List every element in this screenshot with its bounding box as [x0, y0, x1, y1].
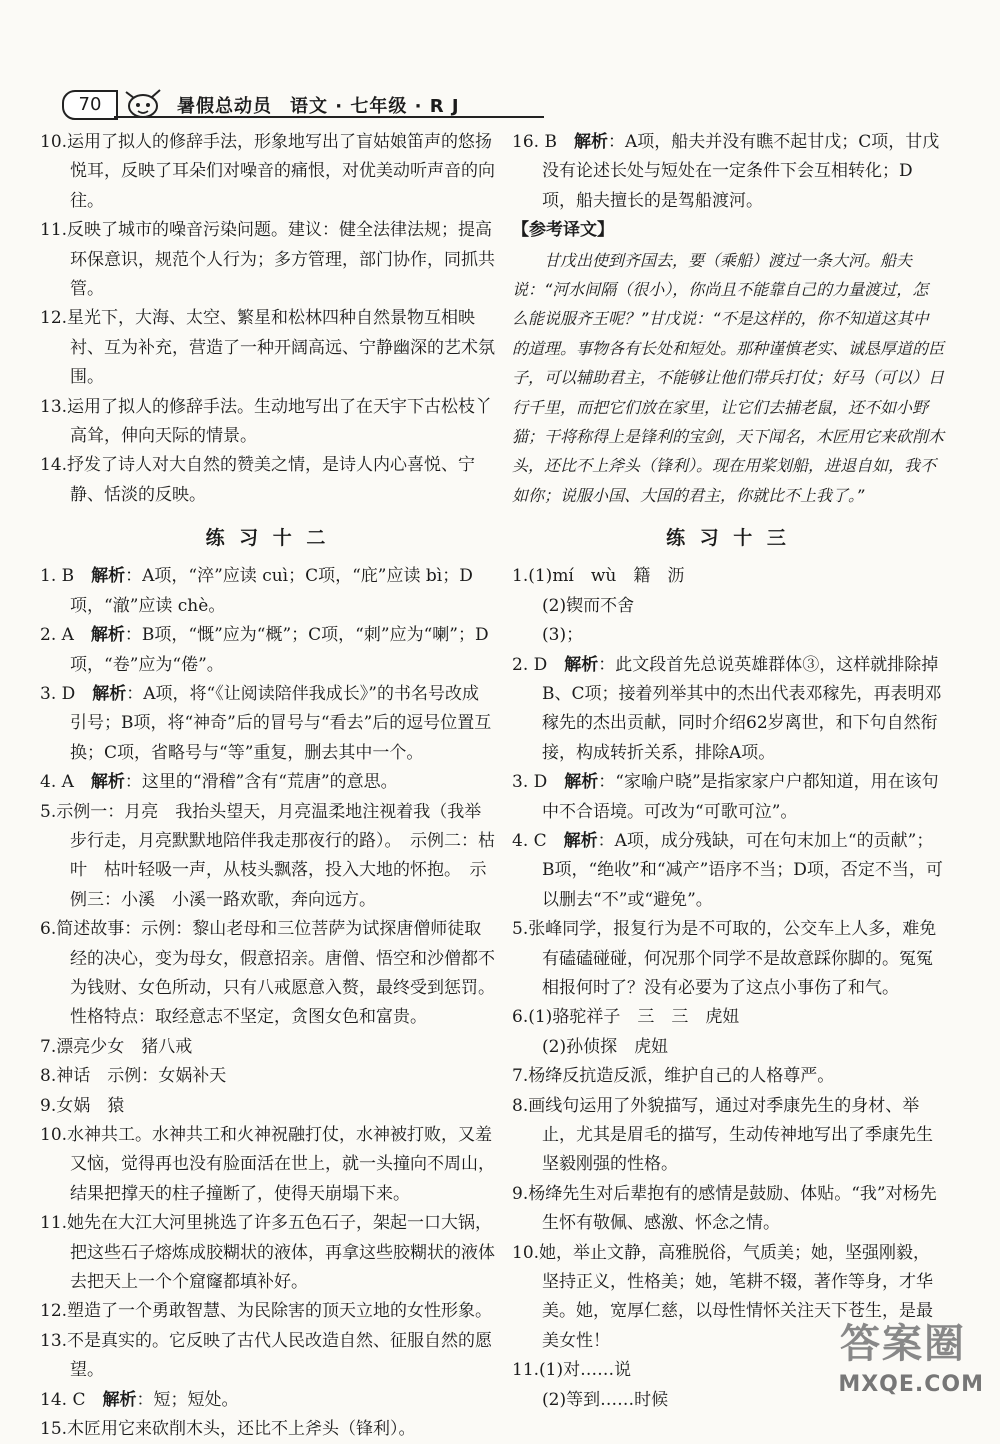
translation-text: 甘戊出使到齐国去，要（乘船）渡过一条大河。船夫说：“河水间隔（很小），你尚且不能靠自己的力量渡过，怎么能说服齐王呢？”甘戊说：“不是这样的，你不知道这其中的道理。事物各有长处和短处。那种谨慎老实、诚恳厚道的臣子，可以辅助君主，不能够让他们带兵打仗；好马（可以）日行千里，而把它们放在家里，让它们去捕老鼠，还不如小野猫；干将称得上是锋利的宝剑，天下闻名，木匠用它来砍削木头，还比不上斧头（锋利）。现在用桨划船，进退自如，我不如你；说服小国、大国的君主，你就比不上我了。” — [512, 250, 945, 505]
answer-item — [40, 128, 495, 216]
item-number: 13. — [40, 1330, 68, 1351]
section-title: 练 习 十 二 — [205, 527, 330, 550]
item-number: 4. — [512, 830, 529, 851]
header-rule — [114, 116, 544, 118]
item-text: 女娲 猿 — [56, 1095, 125, 1116]
item-number: 12. — [40, 1301, 68, 1322]
item-text: 塑造了一个勇敢智慧、为民除害的顶天立地的女性形象。 — [67, 1301, 493, 1322]
answer-subline: (2)孙侦探 虎妞 — [542, 1036, 669, 1057]
answer-item — [40, 1415, 495, 1444]
answer-item — [40, 798, 495, 916]
item-text: 水神共工。水神共工和火神祝融打仗，水神被打败，又羞又恼，觉得再也没有脸面活在世上，就一头撞向不周山，结果把撑天的柱子撞断了，使得天崩塌下来。 — [67, 1125, 495, 1204]
item-text: ：短；短处。 — [136, 1389, 239, 1410]
item-text: ：“家喻户晓”是指家家户户都知道，用在该句中不合语境。可改为“可歌可泣”。 — [542, 772, 939, 822]
answer-item — [512, 1092, 944, 1180]
item-number: 4. — [40, 772, 57, 793]
item-number: 10. — [40, 132, 68, 152]
item-text: 杨绛反抗造反派，维护自己的人格尊严。 — [528, 1066, 835, 1087]
item-text: (1)对……说 — [539, 1360, 632, 1381]
answer-choice: A — [56, 625, 91, 646]
answer-item — [40, 1121, 495, 1209]
answer-choice: C — [67, 1389, 103, 1410]
left-column — [40, 128, 495, 1444]
analysis-label: 解析 — [90, 772, 125, 793]
subject-title: 语文 · 七年级 · R J — [290, 96, 460, 117]
item-number: 12. — [40, 308, 68, 329]
item-number: 8. — [40, 1066, 57, 1087]
item-number: 11. — [512, 1360, 540, 1381]
item-number: 5. — [40, 801, 57, 822]
answer-item — [40, 768, 495, 797]
item-text: 杨绛先生对后辈抱有的感情是鼓励、体贴。“我”对杨先生怀有敬佩、感激、怀念之情。 — [528, 1183, 937, 1234]
answer-item — [512, 128, 944, 216]
answer-item — [40, 1386, 495, 1415]
item-text: 不是真实的。它反映了古代人民改造自然、征服自然的愿望。 — [67, 1330, 493, 1381]
item-text: 简述故事：示例：黎山老母和三位菩萨为试探唐僧师徒取经的决心，变为母女，假意招亲。唐僧、悟空和沙僧都不为钱财、女色所动，只有八戒愿意入赘，最终受到惩罚。 — [56, 919, 495, 998]
item-text: 抒发了诗人对大自然的赞美之情，是诗人内心喜悦、宁静、恬淡的反映。 — [67, 455, 476, 505]
analysis-label: 解析 — [92, 683, 127, 704]
item-number: 7. — [40, 1036, 57, 1057]
item-text: 反映了城市的噪音污染问题。建议：健全法律法规；提高环保意识，规范个人行为；多方管理，部门协作，同抓共管。 — [67, 220, 495, 300]
watermark-site: MXQE.COM — [838, 1372, 984, 1397]
item-number: 10. — [40, 1125, 68, 1145]
item-number: 9. — [512, 1183, 529, 1204]
answer-item — [40, 1297, 495, 1326]
item-number: 2. — [512, 654, 529, 675]
analysis-label: 解析 — [564, 654, 599, 675]
answer-item — [40, 621, 495, 680]
answer-item — [512, 651, 944, 769]
answer-item — [40, 1209, 495, 1297]
item-text: 她，举止文静，高雅脱俗，气质美；她，坚强刚毅，坚持正义，性格美；她，笔耕不辍，著作等身，才华美。她，宽厚仁慈，以母性情怀关注天下苍生，是最美女性！ — [539, 1242, 933, 1351]
item-text: ：A项，将“《让阅读陪伴我成长》”的书名号改成引号；B项，将“神奇”后的冒号与“看去”后的逗号位置互换；C项，省略号与“等”重复，删去其中一个。 — [70, 683, 492, 763]
answer-item — [40, 1033, 495, 1062]
series-title: 暑假总动员 — [177, 96, 272, 117]
item-text: ：此文段首先总说英雄群体③，这样就排除掉B、C项；接着列举其中的杰出代表邓稼先，再表明邓稼先的杰出贡献，同时介绍62岁离世，和下句自然衔接，构成转折关系，排除A项。 — [542, 654, 942, 763]
answer-item — [40, 451, 495, 510]
answer-item — [512, 562, 944, 591]
item-text: ：A项，成分残缺，可在句末加上“的贡献”；B项，“绝收”和“减产”语序不当；D项，否定不当，可以删去“不”或“避免”。 — [542, 830, 943, 910]
answer-item — [40, 1062, 495, 1091]
item-number: 8. — [512, 1095, 529, 1116]
analysis-label: 解析 — [564, 772, 599, 793]
item-number: 9. — [40, 1095, 57, 1116]
answer-choice: D — [56, 683, 93, 704]
item-text: 运用了拟人的修辞手法。生动地写出了在天宇下古松枝丫高耸，伸向天际的情景。 — [67, 396, 493, 447]
answer-item — [512, 1062, 944, 1091]
item-number: 10. — [512, 1242, 540, 1263]
item-number: 2. — [40, 625, 57, 646]
item-text: ：A项，船夫并没有瞧不起甘戊；C项，甘戊没有论述长处与短处在一定条件下会互相转化；D项，船夫擅长的是驾船渡河。 — [542, 132, 940, 211]
item-number: 3. — [40, 683, 57, 704]
right-column — [512, 128, 944, 1415]
answer-item — [40, 562, 495, 621]
item-text: 星光下，大海、太空、繁星和松林四种自然景物互相映衬、互为补充，营造了一种开阔高远、宁静幽深的艺术氛围。 — [67, 308, 495, 388]
item-number: 6. — [512, 1007, 529, 1028]
answer-subline: (3)； — [542, 625, 584, 646]
analysis-label: 解析 — [91, 566, 126, 587]
answer-item — [40, 304, 495, 392]
answer-item — [40, 915, 495, 1003]
item-number: 14. — [40, 455, 68, 476]
answer-choice: B — [56, 566, 92, 587]
analysis-label: 解析 — [90, 625, 125, 646]
item-text: ：A项，“淬”应读 cuì；C项，“庇”应读 bì；D项，“澈”应读 chè。 — [70, 566, 473, 616]
item-text: ：B项，“慨”应为“概”；C项，“刺”应为“喇”；D项，“卷”应为“倦”。 — [70, 625, 489, 675]
item-number: 3. — [512, 772, 529, 793]
item-text: ：这里的“滑稽”含有“荒唐”的意思。 — [124, 772, 398, 793]
item-number: 7. — [512, 1066, 529, 1087]
answer-subline: (2)锲而不舍 — [542, 595, 635, 616]
item-number: 6. — [40, 919, 57, 940]
item-number: 1. — [40, 566, 57, 587]
mascot-icon — [120, 86, 166, 120]
item-number: 5. — [512, 919, 529, 940]
answer-item — [40, 393, 495, 452]
item-number: 15. — [40, 1419, 68, 1440]
analysis-label: 解析 — [573, 132, 608, 152]
item-text: 运用了拟人的修辞手法，形象地写出了盲姑娘笛声的悠扬悦耳，反映了耳朵们对噪音的痛恨，对优美动听声音的向往。 — [67, 132, 495, 211]
item-number: 13. — [40, 396, 68, 417]
answer-item — [40, 1327, 495, 1386]
item-number: 16. — [512, 132, 540, 152]
answer-choice: D — [528, 654, 565, 675]
item-text: (1)骆驼祥子 三 三 虎妞 — [528, 1007, 740, 1028]
item-text: (1)mí wù 籍 沥 — [528, 566, 685, 587]
answer-item — [512, 915, 944, 1003]
analysis-label: 解析 — [102, 1389, 137, 1410]
item-text: 示例一：月亮 我抬头望天，月亮温柔地注视着我（我举步行走，月亮默默地陪伴我走那夜行的路）。 示例二：枯叶 枯叶轻吸一声，从枝头飘落，投入大地的怀抱。 示例三：小溪 小溪一路欢歌，奔向远方。 — [56, 801, 495, 910]
answer-choice: B — [539, 132, 574, 152]
answer-item — [40, 216, 495, 304]
answer-subline: 性格特点：取经意志不坚定，贪图女色和富贵。 — [70, 1007, 427, 1028]
answer-item — [512, 768, 944, 827]
item-number: 11. — [40, 1213, 68, 1234]
item-text: 漂亮少女 猪八戒 — [56, 1036, 193, 1057]
item-text: 画线句运用了外貌描写，通过对季康先生的身材、举止，尤其是眉毛的描写，生动传神地写出了季康先生坚毅刚强的性格。 — [528, 1095, 933, 1175]
answer-subline: (2)等到……时候 — [542, 1389, 669, 1410]
item-number: 14. — [40, 1389, 68, 1410]
item-text: 张峰同学，报复行为是不可取的，公交车上人多，难免有磕磕碰碰，何况那个同学不是故意踩你脚的。冤冤相报何时了？没有必要为了这点小事伤了和气。 — [528, 919, 937, 998]
item-number: 11. — [40, 220, 68, 241]
answer-item — [40, 1092, 495, 1121]
answer-item — [40, 680, 495, 768]
answer-item — [512, 1180, 944, 1239]
answer-choice: D — [528, 772, 565, 793]
page-number: 70 — [62, 90, 118, 120]
item-number: 1. — [512, 566, 529, 587]
item-text: 她先在大江大河里挑选了许多五色石子，架起一口大锅，把这些石子熔炼成胶糊状的液体，再拿这些胶糊状的液体去把天上一个个窟窿都填补好。 — [67, 1213, 495, 1293]
page-header — [62, 86, 942, 122]
item-text: 木匠用它来砍削木头，还比不上斧头（锋利）。 — [67, 1419, 416, 1440]
answer-item — [512, 1003, 944, 1032]
answer-choice: A — [56, 772, 91, 793]
watermark-logo: 答案圈 — [840, 1321, 966, 1367]
item-text: 神话 示例：女娲补天 — [56, 1066, 227, 1087]
reference-heading: 【参考译文】 — [512, 220, 614, 241]
section-title: 练 习 十 三 — [666, 527, 790, 550]
analysis-label: 解析 — [563, 830, 598, 851]
answer-item — [512, 827, 944, 915]
answer-choice: C — [528, 830, 564, 851]
